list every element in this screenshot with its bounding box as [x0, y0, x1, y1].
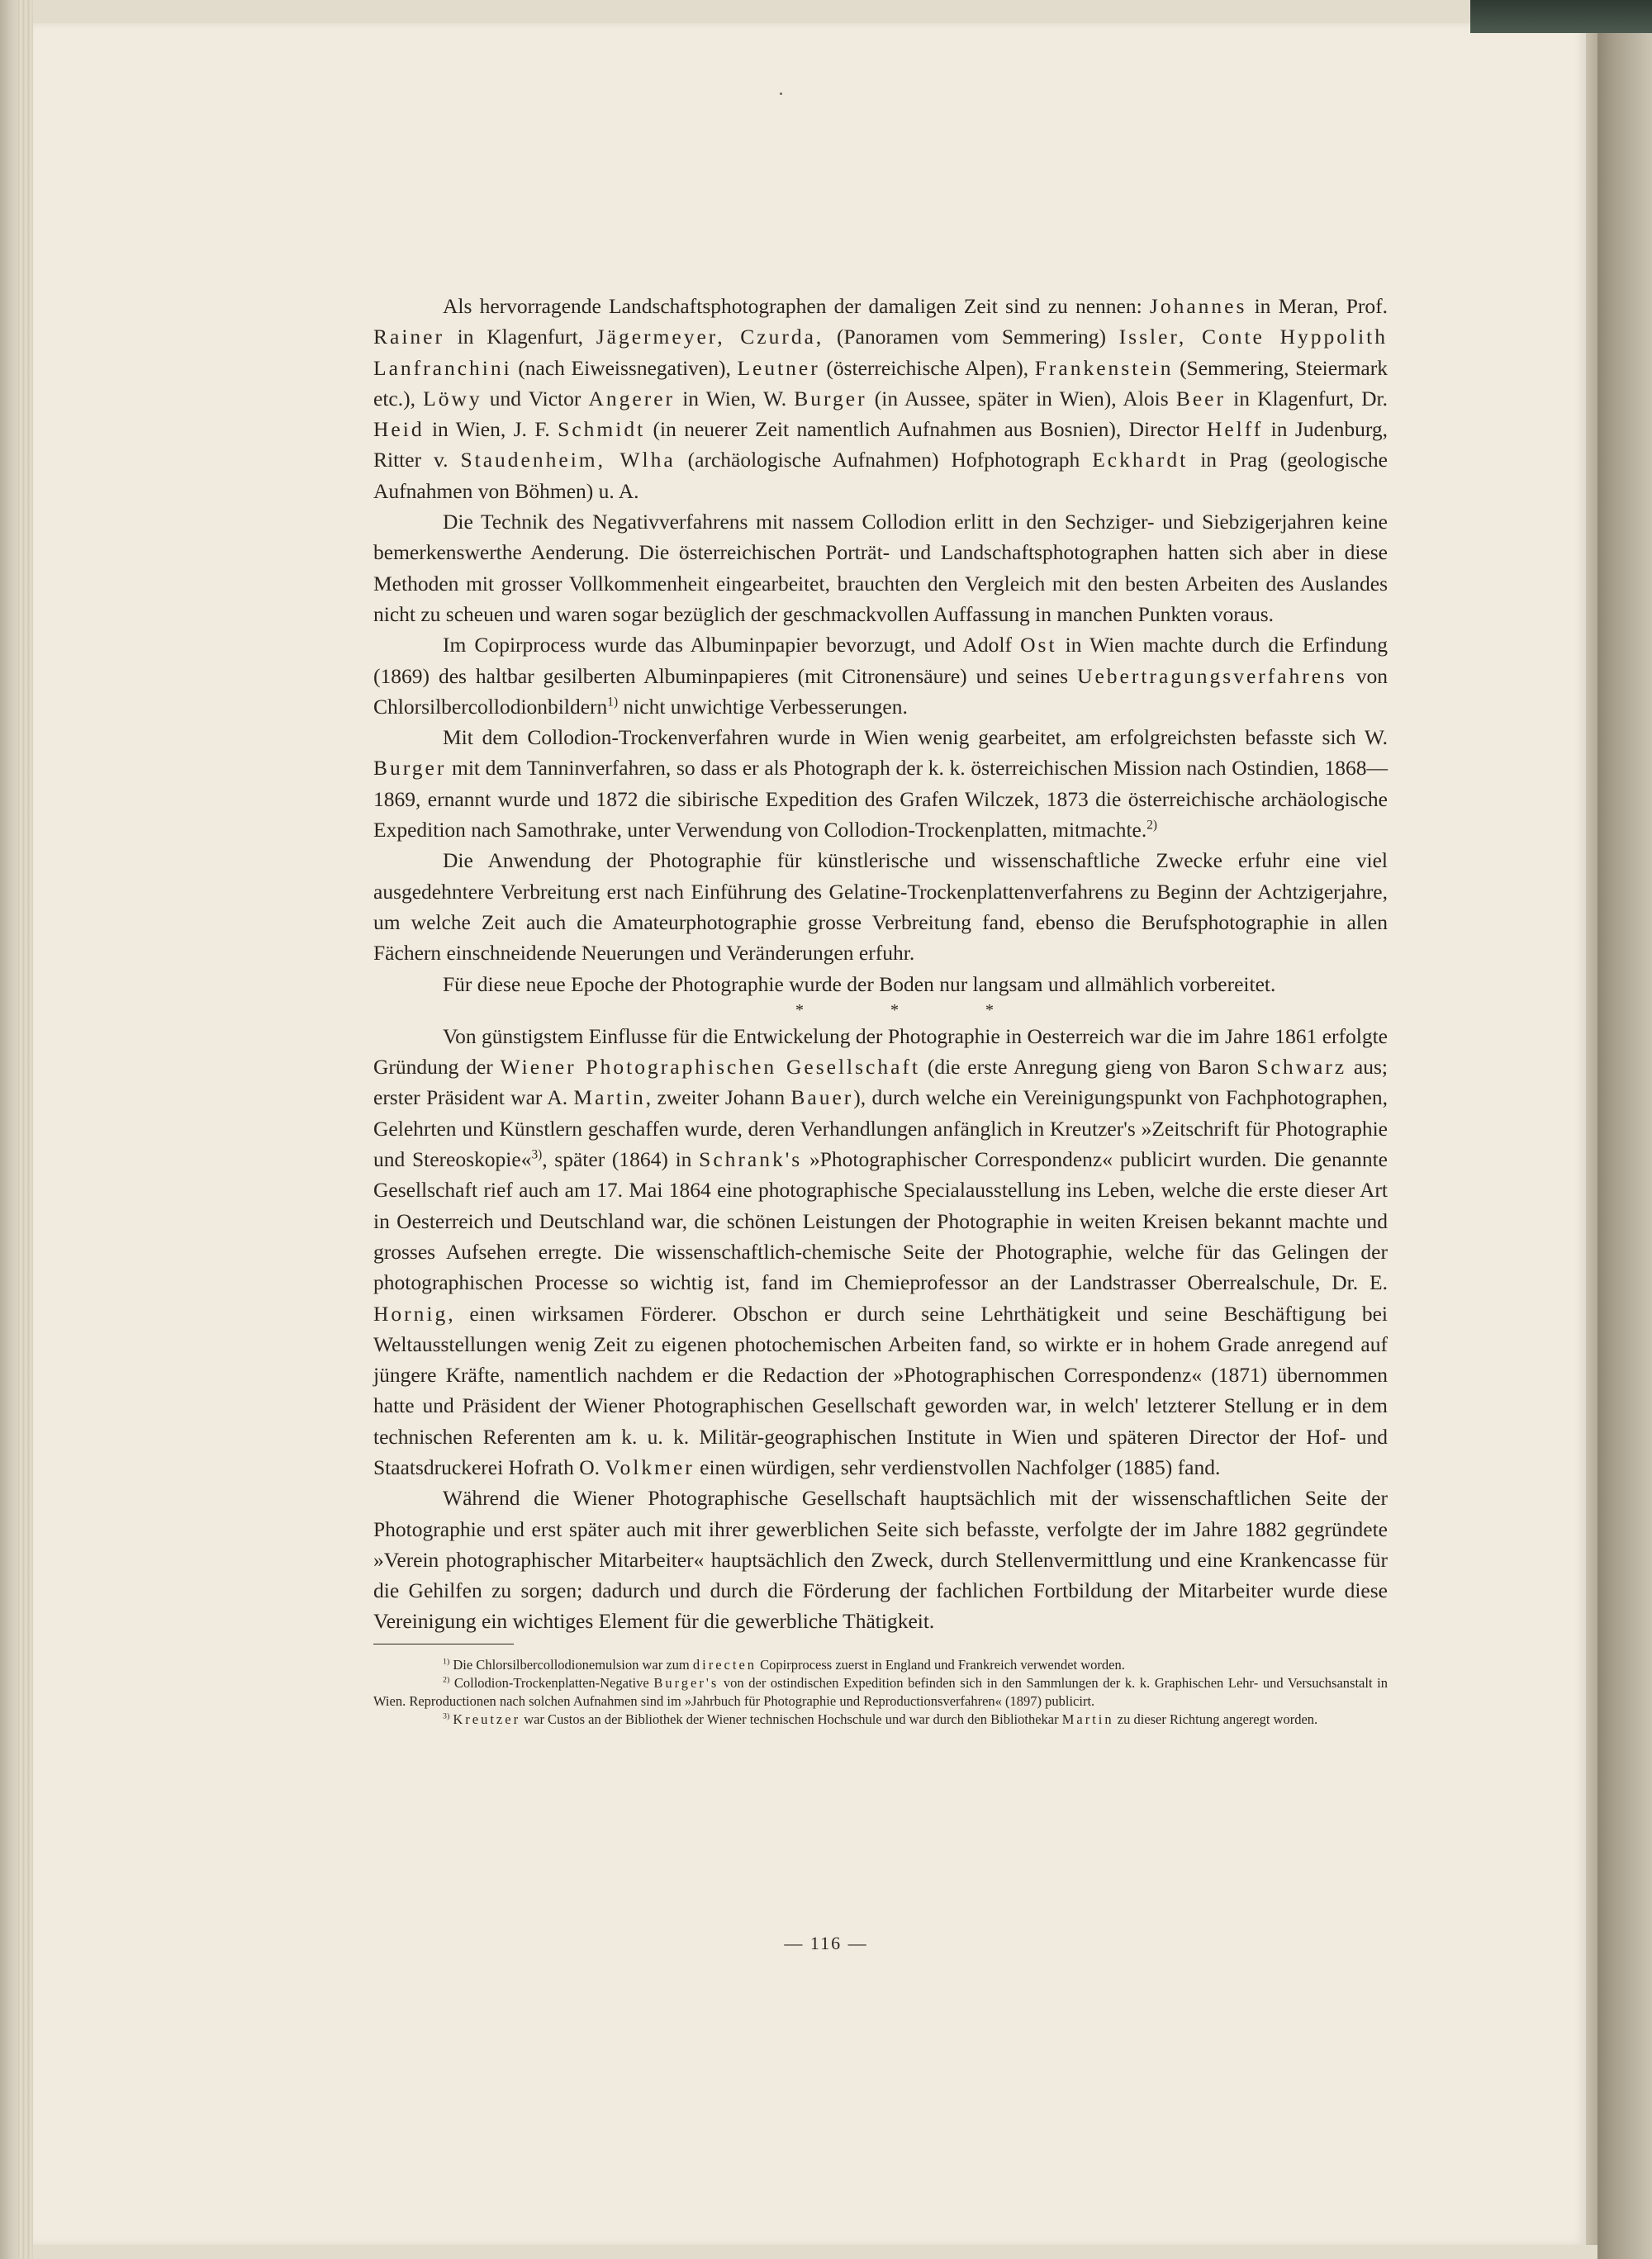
page-number: — 116 — [784, 1933, 868, 1953]
text-run: Als hervorragende Landschaftsphotographen der damaligen Zeit sind zu nennen: [443, 294, 1150, 318]
person-name: Hornig [373, 1301, 449, 1326]
person-name: Issler, Conte Hyppolith Lanfranchini [373, 325, 1388, 380]
text-run: ), durch welche ein Vereinigungspunkt von Fachphotographen, Gelehrten und Künstlern geschaffen wurde, deren Verhandlungen anfänglich in Kreutzer's »Zeitschrift für Photographie und Stereoskopie« [373, 1085, 1388, 1172]
footnote-ref-1: 1) [607, 695, 619, 709]
footnote-mark: 1) [443, 1657, 450, 1667]
section-separator: * * * [795, 1000, 1035, 1019]
person-name: Beer [1175, 386, 1226, 411]
text-run: Im Copirprocess wurde das Albuminpapier bevorzugt, und Adolf [443, 633, 1021, 657]
person-name: Frankenstein [1034, 355, 1174, 380]
text-run: , einen wirksamen Förderer. Obschon er durch seine Lehrthätigkeit und seine Beschäftigung bei Weltausstellungen wenig Zeit zu eigenen photochemischen Arbeiten fand, so wirkte er in hohem Grade anregend auf jüngere Kräfte, namentlich nachdem er die Redaction der »Photographischen Correspondenz« (1871) übernommen hatte und Präsident der Wiener Photographischen Gesellschaft geworden war, in welch' letzterer Stellung er in dem technischen Referenten am k. u. k. Militär-geographischen Institute in Wien und späteren Director der Hof- und Staatsdruckerei Hofrath O. [373, 1301, 1388, 1479]
text-run: Mit dem Collodion-Trockenverfahren wurde in Wien wenig gearbeitet, am erfolgreichsten befasste sich W. [443, 725, 1388, 750]
emphasized-term: Uebertragungsverfahrens [1077, 663, 1347, 688]
text-run: in Meran, Prof. [1246, 294, 1389, 318]
emphasized-term: directen [692, 1656, 757, 1673]
book-cover-edge [1597, 0, 1652, 2259]
text-run: nicht unwichtige Verbesserungen. [618, 694, 908, 719]
paragraph-6: Für diese neue Epoche der Photographie wurde der Boden nur langsam und allmählich vorbereitet. [443, 971, 1276, 996]
person-name: Jägermeyer, Czurda, [596, 325, 824, 349]
person-name: Volkmer [605, 1455, 695, 1479]
person-name: Burger [373, 756, 447, 781]
text-run: von der ostindischen Expedition befinden sich in den Sammlungen der k. k. Graphischen Lehr- und Versuchsanstalt in Wien. Reproductionen nach solchen Aufnahmen sind im »Jahrbuch für Photographie und Reproductionsverfahren« (1897) publicirt. [373, 1674, 1389, 1709]
text-run: (archäologische Aufnahmen) Hofphotograph [675, 448, 1093, 472]
person-name: Kreutzer [453, 1711, 521, 1727]
person-name: Bauer [790, 1085, 854, 1110]
text-run: , später (1864) in [542, 1147, 700, 1172]
text-run: in Judenburg, Ritter v. [373, 417, 1389, 472]
footnote-ref-3: 3) [531, 1147, 543, 1162]
text-run: einen würdigen, sehr verdienstvollen Nachfolger (1885) fand. [694, 1455, 1221, 1479]
text-run: Die Chlorsilbercollodionemulsion war zum [449, 1656, 693, 1673]
society-name: Wiener Photographischen Gesellschaft [500, 1055, 921, 1080]
person-name: Staudenheim, Wlha [460, 448, 676, 472]
text-run: in Prag (geologische Aufnahmen von Böhmen) u. A. [373, 448, 1388, 503]
person-name: Burger [794, 386, 867, 411]
text-run: aus; erster Präsident war A. [373, 1055, 1389, 1110]
footnotes [373, 1656, 1388, 1729]
person-name: Schwarz [1256, 1055, 1347, 1080]
person-name: Helff [1206, 417, 1264, 442]
footnote-1 [373, 1656, 1388, 1674]
text-run: mit dem Tanninverfahren, so dass er als Photograph der k. k. österreichischen Mission nach Ostindien, 1868—1869, ernannt wurde und 1872 die sibirische Expedition des Grafen Wilczek, 1873 die österreichische archäologische Expedition nach Samothrake, unter Verwendung von Collodion-Trockenplatten, mitmachte. [373, 756, 1388, 842]
paragraph-2: Die Technik des Negativverfahrens mit nassem Collodion erlitt in den Sechziger- und Siebzigerjahren keine bemerkenswerthe Aenderung. Die österreichischen Porträt- und Landschaftsphotographen hatten sich aber in diese Methoden mit grosser Vollkommenheit eingearbeitet, brauchten den Vergleich mit den besten Arbeiten des Auslandes nicht zu scheuen und waren sogar bezüglich der geschmackvollen Auffassung in manchen Punkten voraus. [373, 510, 1388, 626]
text-run: Collodion-Trockenplatten-Negative [449, 1674, 654, 1691]
text-run: (in Aussee, später in Wien), Alois [866, 386, 1176, 411]
text-run: , zweiter Johann [645, 1085, 791, 1110]
person-name: Löwy [423, 386, 482, 411]
person-name: Martin [573, 1085, 646, 1110]
paragraph-8: Während die Wiener Photographische Gesellschaft hauptsächlich mit der wissenschaftlichen Seite der Photographie und erst später auch mit ihrer gewerblichen Seite sich befasste, verfolgte der im Jahre 1882 gegründete »Verein photographischer Mitarbeiter« hauptsächlich den Zweck, durch Stellenvermittlung und eine Krankencasse für die Gehilfen zu sorgen; dadurch und durch die Förderung der fachlichen Fortbildung der Mitarbeiter wurde diese Vereinigung ein wichtiges Element für die gewerbliche Thätigkeit. [373, 1486, 1388, 1634]
person-name: Leutner [737, 355, 820, 380]
text-run: von Chlorsilbercollodionbildern [373, 663, 1389, 719]
person-name: Heid [373, 417, 425, 442]
body-text [373, 291, 1388, 1729]
footnote-mark: 3) [443, 1711, 450, 1721]
person-name: Eckhardt [1092, 448, 1189, 472]
text-run: Von günstigstem Einflusse für die Entwickelung der Photographie in Oesterreich war die im Jahre 1861 erfolgte Gründung der [373, 1023, 1388, 1080]
binding-strip [18, 0, 33, 2259]
paragraph-4 [373, 722, 1388, 845]
text-run: (die erste Anregung gieng von Baron [920, 1055, 1257, 1080]
text-run: in Wien, J. F. [424, 417, 558, 442]
paragraph-5: Die Anwendung der Photographie für künstlerische und wissenschaftliche Zwecke erfuhr eine viel ausgedehntere Verbreitung erst nach Einführung des Gelatine-Trockenplattenverfahrens zu Beginn der Achtzigerjahre, um welche Zeit auch die Amateurphotographie grosse Verbreitung fand, ebenso die Berufsphotographie in allen Fächern einschneidende Neuerungen und Veränderungen erfuhr. [373, 848, 1388, 966]
text-run: in Wien, W. [675, 386, 795, 411]
person-name: Burger's [653, 1674, 719, 1691]
text-run: (österreichische Alpen), [819, 355, 1035, 380]
footnote-mark: 2) [443, 1675, 450, 1685]
text-run: in Klagenfurt, Dr. [1225, 386, 1388, 411]
paragraph-7 [373, 1021, 1388, 1483]
footnote-2 [373, 1674, 1388, 1711]
person-name: Johannes [1149, 294, 1247, 318]
text-run: zu dieser Richtung angeregt worden. [1113, 1711, 1318, 1727]
person-name: Schmidt [558, 417, 646, 442]
text-run: (Semmering, Steiermark etc.), [373, 355, 1388, 411]
text-run: und Victor [482, 386, 589, 411]
person-name: Ost [1020, 633, 1057, 657]
text-run: Copirprocess zuerst in England und Frankreich verwendet worden. [757, 1656, 1125, 1673]
person-name: Angerer [588, 386, 676, 411]
person-name: Rainer [373, 325, 444, 349]
text-run: (in neuerer Zeit namentlich Aufnahmen aus Bosnien), Director [645, 417, 1207, 442]
text-run: (nach Eiweissnegativen), [511, 355, 738, 380]
text-run: »Photographischer Correspondenz« publicirt wurden. Die genannte Gesellschaft rief auch am 17. Mai 1864 eine photographische Specialausstellung ins Leben, welche die erste dieser Art in Oesterreich und Deutschland war, die schönen Leistungen der Photographie in weiten Kreisen bekannt machte und grosses Aufsehen erregte. Die wissenschaftlich-chemische Seite der Photographie, welche für das Gelingen der photographischen Processe so wichtig ist, fand im Chemieprofessor an der Landstrasser Oberrealschule, Dr. E. [373, 1147, 1388, 1295]
footnote-3 [373, 1711, 1388, 1729]
text-run: (Panoramen vom Semmering) [824, 325, 1119, 349]
footnote-ref-2: 2) [1146, 818, 1157, 833]
paragraph-3 [373, 629, 1388, 722]
text-run: in Wien machte durch die Erfindung (1869) des haltbar gesilberten Albuminpapieres (mit Citronensäure) und seines [373, 633, 1388, 688]
cover-corner [1470, 0, 1652, 33]
person-name: Martin [1061, 1711, 1114, 1727]
page-edge-shadow [1586, 23, 1597, 2245]
paragraph-1 [373, 291, 1388, 506]
text-run: in Klagenfurt, [444, 325, 596, 349]
text-run: war Custos an der Bibliothek der Wiener technischen Hochschule und war durch den Bibliothekar [520, 1711, 1062, 1727]
person-name: Schrank's [699, 1147, 803, 1172]
print-speck [780, 93, 782, 95]
